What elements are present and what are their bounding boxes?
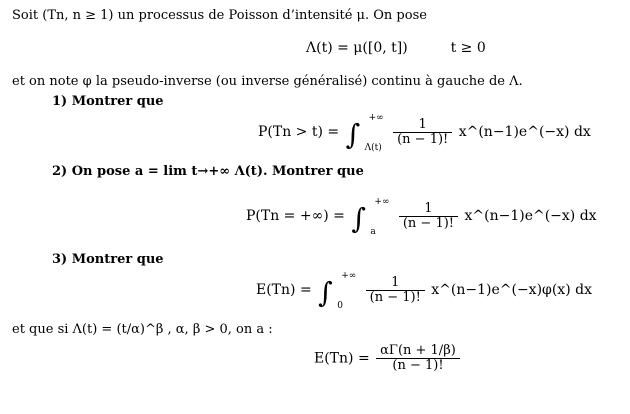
q1-denominator: (n − 1)! [393, 132, 452, 147]
final-equation [314, 344, 462, 373]
q2-lhs: P(Tn = +∞) = [246, 208, 345, 224]
q3-lower-bound: 0 [337, 301, 343, 311]
final-denominator: (n − 1)! [376, 358, 460, 373]
final-paragraph: et que si Λ(t) = (t/α)^β , α, β > 0, on a : [12, 322, 273, 337]
lambda-condition: t ≥ 0 [450, 40, 486, 56]
integral-sign: ∫ [318, 276, 333, 309]
inverse-paragraph: et on note φ la pseudo-inverse (ou inverse généralisé) continu à gauche de Λ. [12, 74, 523, 89]
q2-upper-bound: +∞ [374, 197, 390, 207]
final-numerator: αΓ(n + 1/β) [380, 343, 456, 358]
intro-paragraph: Soit (Tn, n ≥ 1) un processus de Poisson d’intensité μ. On pose [12, 8, 427, 23]
q2-fraction [399, 202, 458, 231]
q2-integrand: x^(n−1)e^(−x) dx [464, 208, 597, 224]
q2-numerator: 1 [424, 200, 433, 216]
lambda-definition [306, 40, 486, 56]
lambda-equation: Λ(t) = μ([0, t]) [306, 40, 408, 56]
q3-lhs: E(Tn) = [256, 282, 312, 298]
q2-bounds [372, 196, 392, 236]
q3-upper-bound: +∞ [341, 271, 357, 281]
final-fraction [376, 344, 460, 373]
question-2-equation [246, 196, 597, 236]
q3-bounds [339, 270, 359, 310]
q3-numerator: 1 [391, 274, 400, 290]
integral-sign: ∫ [351, 202, 366, 235]
q1-numerator: 1 [418, 116, 427, 132]
q2-denominator: (n − 1)! [399, 216, 458, 231]
q1-lhs: P(Tn > t) = [258, 124, 340, 140]
q1-integrand: x^(n−1)e^(−x) dx [458, 124, 591, 140]
final-lhs: E(Tn) = [314, 350, 370, 367]
q2-lower-bound: a [370, 227, 376, 237]
q1-lower-bound: Λ(t) [364, 143, 382, 153]
q3-fraction [366, 276, 425, 305]
question-1-equation [258, 112, 591, 152]
q1-fraction [393, 118, 452, 147]
question-2-label: 2) On pose a = lim t→+∞ Λ(t). Montrer que [52, 164, 364, 179]
q1-upper-bound: +∞ [368, 113, 384, 123]
q3-integrand: x^(n−1)e^(−x)φ(x) dx [431, 282, 592, 298]
question-3-label: 3) Montrer que [52, 252, 164, 267]
q1-bounds [364, 112, 387, 153]
integral-sign: ∫ [345, 118, 361, 151]
question-3-equation [256, 270, 592, 310]
question-1-label: 1) Montrer que [52, 94, 164, 109]
q3-denominator: (n − 1)! [366, 290, 425, 305]
